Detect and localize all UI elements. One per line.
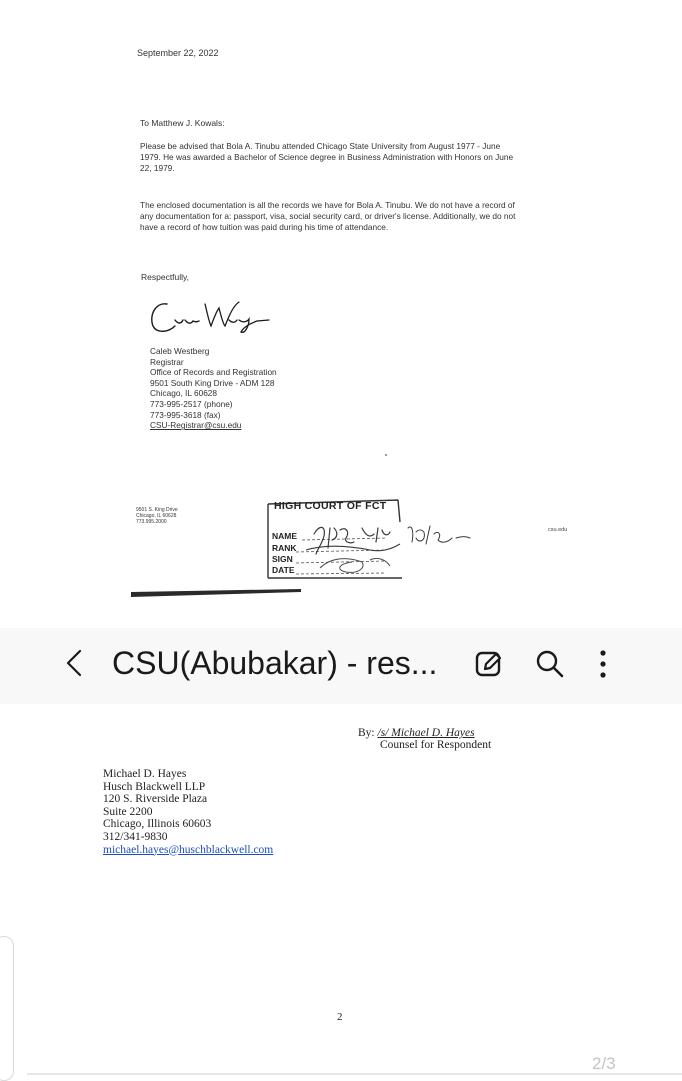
counsel-name: Michael D. Hayes [103,768,187,780]
letterhead-footer-site: csu.edu [548,527,568,533]
signatory-phone: 773-995-2517 (phone) [150,398,233,409]
page-number: 2 [337,1011,343,1023]
letter-closing: Respectfully, [141,272,190,282]
footer-address-line: 773.995.2000 [136,519,167,526]
letterhead-footer-address [136,507,178,526]
letter-paragraph-1: Please be advised that Bola A. Tinubu attended Chicago State University from August 1977 - June 1979. He was awarded a Bachelor of Science degree in Business Administration with Honors on June 22, 1979. [140,141,514,173]
counsel-signature-line [358,727,475,739]
signatory-city: Chicago, IL 60628 [150,388,218,399]
counsel-email-link[interactable]: michael.hayes@huschblackwell.com [103,843,274,856]
signatory-title: Registrar [150,356,184,367]
by-prefix: By: [358,727,378,739]
signatory-office: Office of Records and Registration [150,367,277,378]
stamp-date-label: DATE [272,565,295,575]
more-vertical-icon[interactable] [590,647,616,681]
signatory-street: 9501 South King Drive - ADM 128 [150,377,275,388]
page-divider [27,1073,682,1075]
letter-date: September 22, 2022 [137,48,219,58]
counsel-street: 120 S. Riverside Plaza [103,793,208,806]
counsel-suite: Suite 2200 [103,805,153,818]
stamp-title: HIGH COURT OF FCT [274,500,387,512]
handwritten-signature [145,290,285,338]
search-icon[interactable] [533,647,567,681]
scroll-handle[interactable] [0,936,14,1081]
letterhead-footer-bar [131,589,301,598]
viewer-toolbar [0,628,682,704]
counsel-firm: Husch Blackwell LLP [103,780,206,793]
counsel-phone: 312/341-9830 [103,830,168,843]
electronic-signature: /s/ Michael D. Hayes [377,727,475,739]
edit-icon[interactable] [472,647,506,681]
counsel-city: Chicago, Illinois 60603 [103,818,212,831]
signatory-block [150,346,277,431]
stamp-rank-label: RANK [272,543,297,553]
stamp-name-label: NAME [272,531,298,541]
page-counter: 2/3 [592,1054,616,1073]
footer-address-line: Chicago, IL 60628 [136,513,177,520]
letter-salutation: To Matthew J. Kowals: [140,118,225,128]
counsel-address-block [103,768,273,856]
chevron-left-icon[interactable] [60,641,90,685]
signatory-fax: 773-995-3618 (fax) [150,409,221,420]
signatory-name: Caleb Westberg [150,346,210,356]
letter-paragraph-2: The enclosed documentation is all the records we have for Bola A. Tinubu. We do not have a record of any documentation for a: passport, visa, social security card, or driver's license. Additionally, we do not have a record of how tuition was paid during his time of attendance. [140,200,516,232]
footer-address-line: 9501 S. King Drive [136,507,178,513]
counsel-role: Counsel for Respondent [380,739,492,751]
scan-speck [385,454,387,456]
signatory-email: CSU-Registrar@csu.edu [150,420,242,431]
document-title: CSU(Abubakar) - res... [112,645,438,681]
document-page-2 [0,704,682,1079]
stamp-sign-label: SIGN [272,554,293,564]
